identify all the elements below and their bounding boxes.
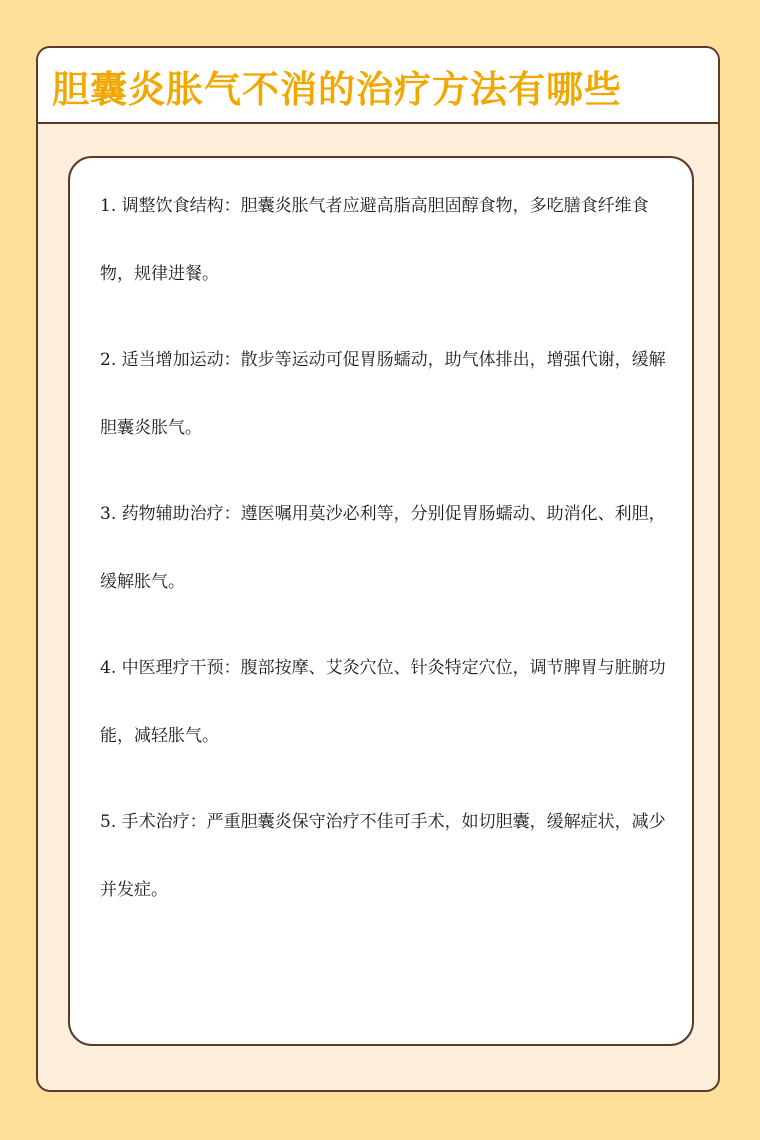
title-bar: [38, 48, 718, 124]
page-title: 胆囊炎胀气不消的治疗方法有哪些: [52, 68, 622, 111]
list-item: [100, 634, 666, 770]
item-text: 中医理疗干预：腹部按摩、艾灸穴位、针灸特定穴位，调节脾胃与脏腑功能，减轻胀气。: [100, 658, 666, 746]
item-number: 3.: [100, 504, 122, 524]
list-item: [100, 480, 666, 616]
content-panel: [68, 156, 694, 1046]
item-text: 适当增加运动：散步等运动可促胃肠蠕动，助气体排出，增强代谢，缓解胆囊炎胀气。: [100, 350, 666, 438]
list-item: [100, 326, 666, 462]
item-text: 手术治疗：严重胆囊炎保守治疗不佳可手术，如切胆囊，缓解症状，减少并发症。: [100, 812, 666, 900]
item-text: 调整饮食结构：胆囊炎胀气者应避高脂高胆固醇食物，多吃膳食纤维食物，规律进餐。: [100, 196, 649, 284]
list-item: [100, 788, 666, 924]
list-item: [100, 172, 666, 308]
item-number: 2.: [100, 350, 122, 370]
item-number: 1.: [100, 196, 122, 216]
article-card: [36, 46, 720, 1092]
item-number: 5.: [100, 812, 122, 832]
item-number: 4.: [100, 658, 122, 678]
item-text: 药物辅助治疗：遵医嘱用莫沙必利等，分别促胃肠蠕动、助消化、利胆，缓解胀气。: [100, 504, 666, 592]
